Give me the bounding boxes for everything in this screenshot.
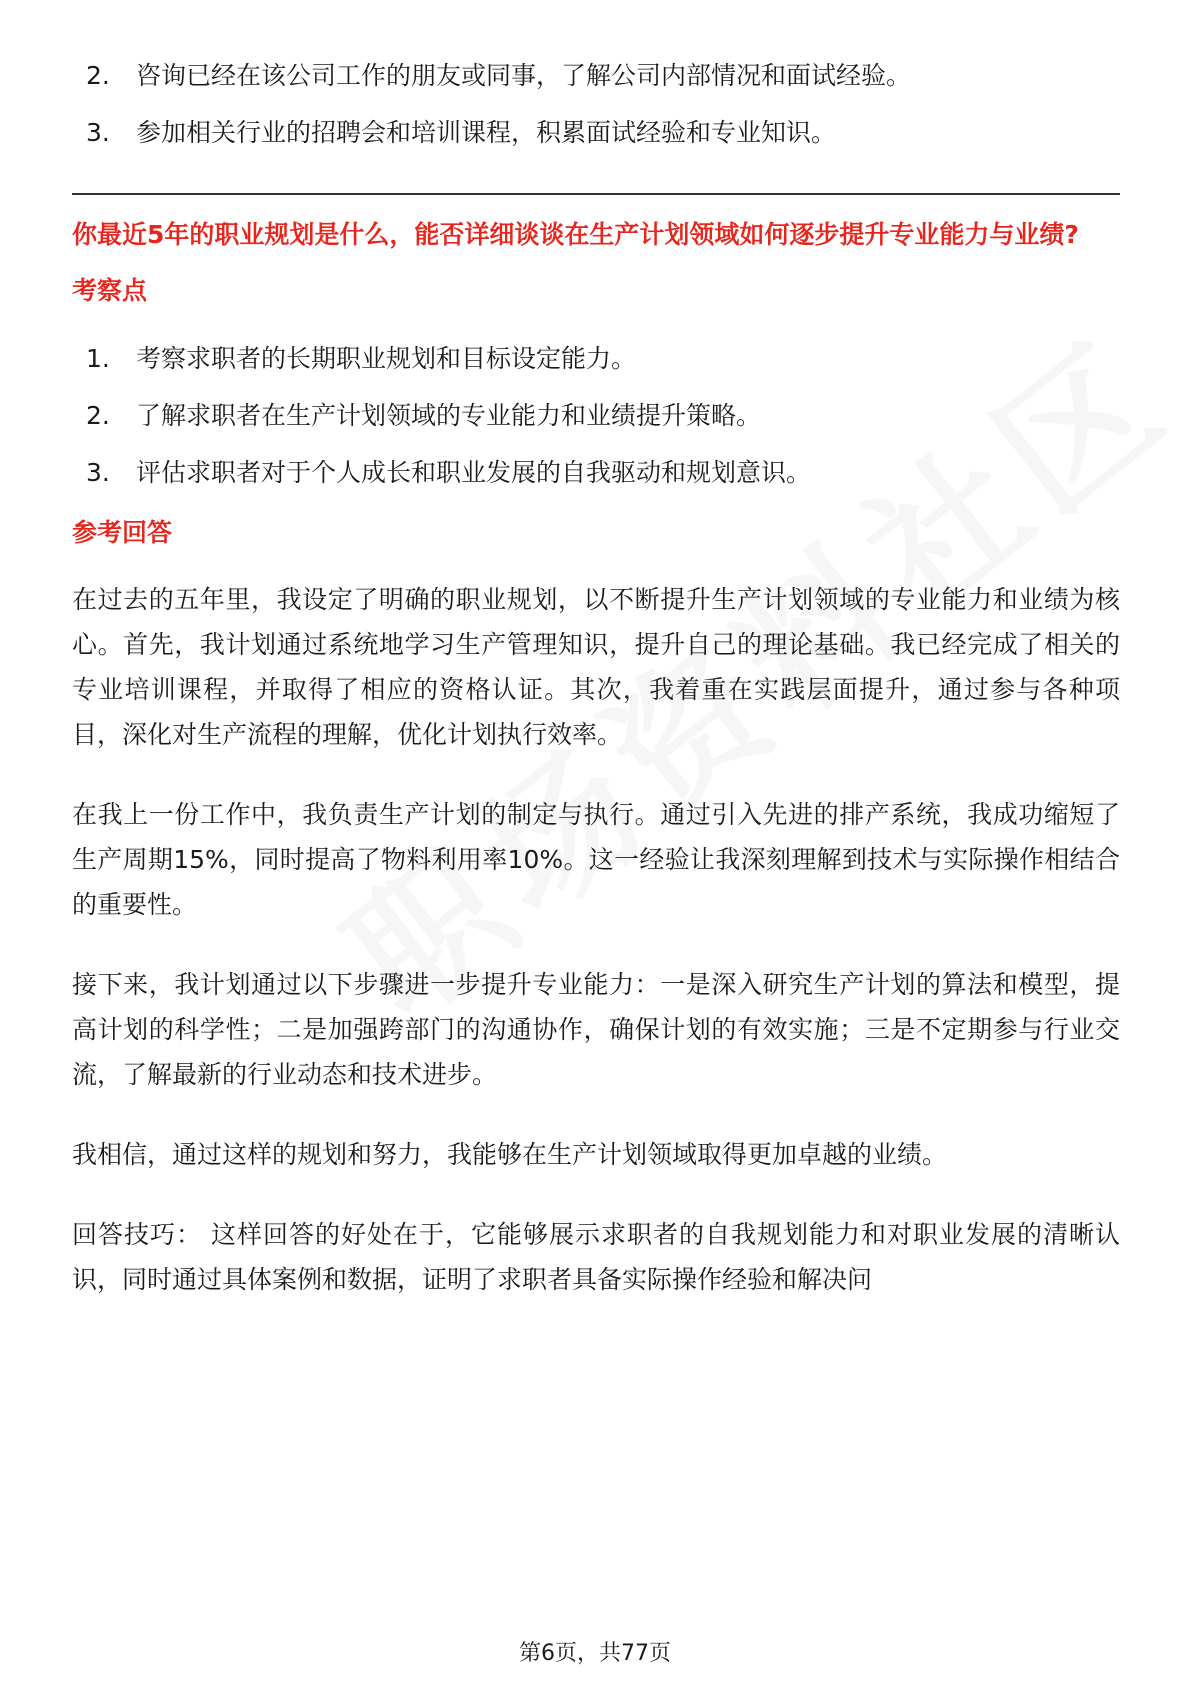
page-content: [72, 56, 1120, 1337]
answer-paragraph: 在我上一份工作中，我负责生产计划的制定与执行。通过引入先进的排产系统，我成功缩短了生产周期15%，同时提高了物料利用率10%。这一经验让我深刻理解到技术与实际操作相结合的重要性。: [72, 800, 1120, 919]
list-item: [72, 56, 1120, 96]
list-text: 评估求职者对于个人成长和职业发展的自我驱动和规划意识。: [136, 458, 812, 487]
list-text: 考察求职者的长期职业规划和目标设定能力。: [136, 344, 637, 373]
answer-paragraph: 我相信，通过这样的规划和努力，我能够在生产计划领域取得更加卓越的业绩。: [72, 1140, 948, 1169]
answer-tips-paragraph: 回答技巧： 这样回答的好处在于，它能够展示求职者的自我规划能力和对职业发展的清晰认识，同时通过具体案例和数据，证明了求职者具备实际操作经验和解决问: [72, 1220, 1120, 1294]
page-number-footer: 第6页，共77页: [519, 1641, 671, 1666]
assessment-list: [72, 339, 1120, 493]
list-text: 参加相关行业的招聘会和培训课程，积累面试经验和专业知识。: [136, 118, 837, 147]
list-item: [72, 453, 1120, 493]
section-divider: [72, 193, 1120, 195]
list-number: 1.: [86, 344, 110, 373]
list-item: [72, 339, 1120, 379]
list-number: 3.: [86, 458, 110, 487]
list-text: 咨询已经在该公司工作的朋友或同事，了解公司内部情况和面试经验。: [136, 61, 912, 90]
list-number: 2.: [86, 401, 110, 430]
list-number: 2.: [86, 61, 110, 90]
answer-heading: 参考回答: [72, 518, 173, 547]
top-list: [72, 56, 1120, 153]
question-heading: 你最近5年的职业规划是什么，能否详细谈谈在生产计划领域如何逐步提升专业能力与业绩?: [72, 220, 1079, 249]
assessment-heading: 考察点: [72, 276, 148, 305]
answer-paragraph: 在过去的五年里，我设定了明确的职业规划，以不断提升生产计划领域的专业能力和业绩为核心。首先，我计划通过系统地学习生产管理知识，提升自己的理论基础。我已经完成了相关的专业培训课程，并取得了相应的资格认证。其次，我着重在实践层面提升，通过参与各种项目，深化对生产流程的理解，优化计划执行效率。: [72, 585, 1120, 749]
list-item: [72, 113, 1120, 153]
list-number: 3.: [86, 118, 110, 147]
list-text: 了解求职者在生产计划领域的专业能力和业绩提升策略。: [136, 401, 762, 430]
answer-paragraph: 接下来，我计划通过以下步骤进一步提升专业能力：一是深入研究生产计划的算法和模型，提高计划的科学性；二是加强跨部门的沟通协作，确保计划的有效实施；三是不定期参与行业交流，了解最新的行业动态和技术进步。: [72, 970, 1120, 1089]
list-item: [72, 396, 1120, 436]
